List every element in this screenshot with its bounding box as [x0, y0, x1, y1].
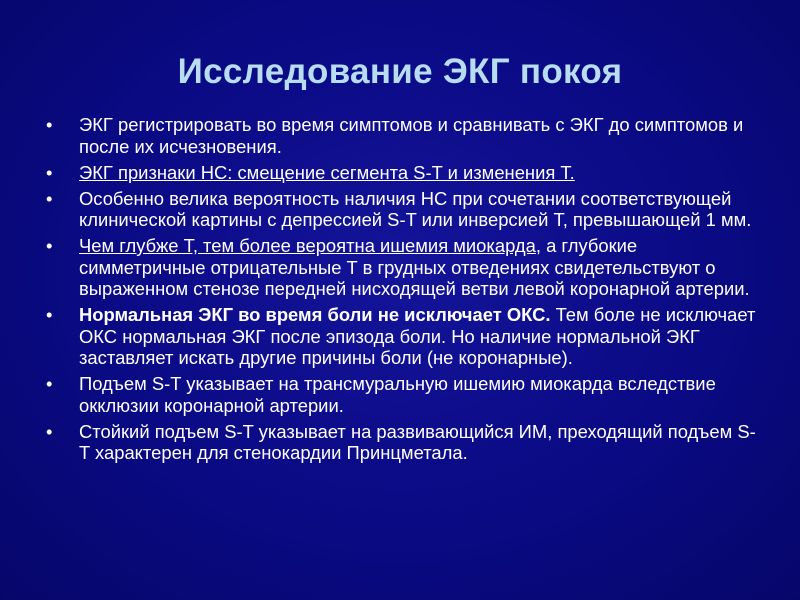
- bullet-text: Подъем S-T указывает на трансмуральную ишемию миокарда вследствие окклюзии коронарной артерии.: [79, 373, 716, 416]
- bullet-list: [44, 114, 764, 468]
- bullet-item: [44, 188, 764, 231]
- bullet-text: Стойкий подъем S-T указывает на развивающийся ИМ, преходящий подъем S-T характерен для стенокардии Принцметала.: [79, 420, 756, 463]
- bullet-marker: •: [46, 420, 53, 442]
- bullet-marker: •: [46, 304, 53, 325]
- bullet-item: [44, 114, 764, 157]
- bullet-underlined-text: Чем глубже T, тем более вероятна ишемия миокарда: [79, 235, 536, 256]
- bullet-item: [44, 421, 764, 464]
- bullet-text: ЭКГ регистрировать во время симптомов и сравнивать с ЭКГ до симптомов и после их исчезновения.: [79, 114, 744, 157]
- bullet-text: , а глубокие симметричные отрицательные T в грудных отведениях свидетельствуют о выраженном стенозе передней нисходящей ветви левой коронарной артерии.: [79, 235, 750, 299]
- bullet-text: Особенно велика вероятность наличия НС при сочетании соответствующей клинической картины с депрессией S-T или инверсией T, превышающей 1 мм.: [79, 187, 752, 230]
- bullet-marker: •: [46, 161, 53, 183]
- bullet-item: [44, 373, 764, 416]
- bullet-marker: •: [46, 114, 53, 135]
- bullet-item: [44, 235, 764, 300]
- bullet-marker: •: [46, 235, 53, 256]
- bullet-underlined-text: ЭКГ признаки НС: смещение сегмента S-T и изменения T.: [79, 161, 575, 183]
- bullet-marker: •: [46, 373, 53, 394]
- slide-title: Исследование ЭКГ покоя: [177, 52, 623, 91]
- bullet-marker: •: [46, 187, 53, 209]
- bullet-bold-text: Нормальная ЭКГ во время боли не исключает ОКС.: [79, 304, 551, 325]
- bullet-text: Тем боле не исключает ОКС нормальная ЭКГ после эпизода боли. Но наличие нормальной ЭКГ заставляет искать другие причины боли (не коронарные).: [79, 304, 756, 368]
- bullet-item: [44, 162, 764, 184]
- bullet-item: [44, 304, 764, 369]
